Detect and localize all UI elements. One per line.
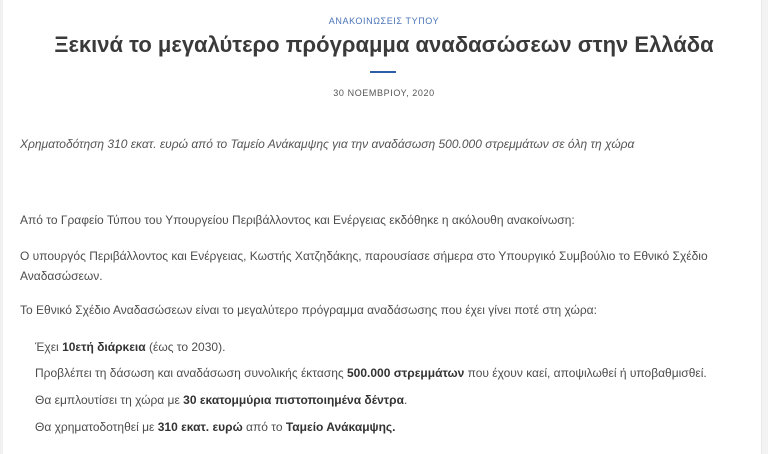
list-item xyxy=(35,337,755,357)
list-item-bold: 30 εκατομμύρια πιστοποιημένα δέντρα xyxy=(183,393,404,407)
list-item xyxy=(35,390,755,410)
list-item-bold: 500.000 στρεμμάτων xyxy=(347,366,465,380)
publish-date: 30 ΝΟΕΜΒΡΙΟΥ, 2020 xyxy=(333,88,435,98)
list-item-text: Έχει xyxy=(35,340,63,354)
list-item-text: από το xyxy=(242,420,286,434)
scrollbar-track[interactable] xyxy=(761,0,768,454)
list-item xyxy=(35,363,755,383)
list-item-text: Θα εμπλουτίσει τη χώρα με xyxy=(35,393,184,407)
title-divider xyxy=(370,71,396,73)
list-item-text: . xyxy=(403,393,408,407)
article-title: Ξεκινά το μεγαλύτερο πρόγραμμα αναδασώσεων στην Ελλάδα xyxy=(54,32,714,57)
list-item xyxy=(35,417,755,437)
list-item-text: Θα χρηματοδοτηθεί με xyxy=(35,420,158,434)
list-item-text: που έχουν καεί, αποψιλωθεί ή υποβαθμισθεί. xyxy=(464,366,707,380)
paragraph: Από το Γραφείο Τύπου του Υπουργείου Περιβάλλοντος και Ενέργειας εκδόθηκε η ακόλουθη ανακοίνωση: xyxy=(20,213,575,227)
paragraph: Το Εθνικό Σχέδιο Αναδασώσεων είναι το μεγαλύτερο πρόγραμμα αναδάσωσης που έχει γίνει ποτέ στη χώρα: xyxy=(20,303,597,317)
list-item-text: (έως το 2030). xyxy=(145,340,226,354)
list-item-bold: Ταμείο Ανάκαμψης. xyxy=(285,420,396,434)
category-link[interactable]: ΑΝΑΚΟΙΝΩΣΕΙΣ ΤΥΠΟΥ xyxy=(328,16,440,26)
article-lead: Χρηματοδότηση 310 εκατ. ευρώ από το Ταμείο Ανάκαμψης για την αναδάσωση 500.000 στρεμμάτων σε όλη τη χώρα xyxy=(20,137,635,151)
list-item-text: Προβλέπει τη δάσωση και αναδάσωση συνολικής έκτασης xyxy=(35,366,347,380)
list-item-bold: 10ετή διάρκεια xyxy=(62,340,146,354)
paragraph: Ο υπουργός Περιβάλλοντος και Ενέργειας, Κωστής Χατζηδάκης, παρουσίασε σήμερα στο Υπουργικό Συμβούλιο το Εθνικό Σχέδιο Αναδασώσεων. xyxy=(20,249,708,283)
list-item-bold: 310 εκατ. ευρώ xyxy=(157,420,243,434)
page-left-border xyxy=(0,0,3,454)
